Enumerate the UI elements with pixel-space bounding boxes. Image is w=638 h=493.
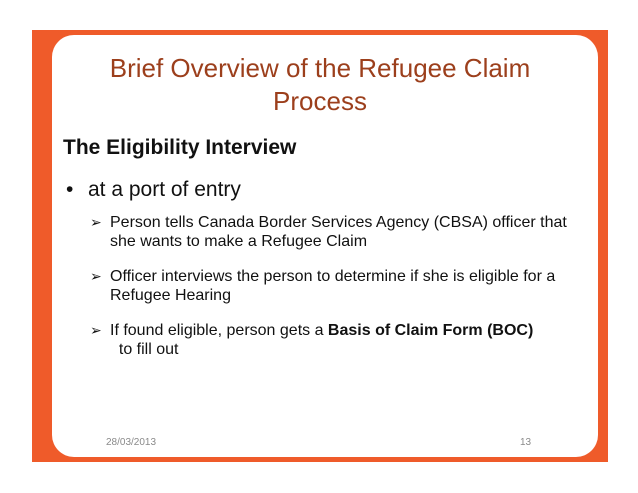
slide-title [60,52,580,118]
sub-bullet-3-text [110,321,590,359]
sub-bullet-2 [90,267,590,305]
bullet-dot-icon: • [66,178,74,201]
slide-title-line-1: Brief Overview of the Refugee Claim [109,53,531,83]
main-bullet-text: at a port of entry [88,178,241,201]
footer-date: 28/03/2013 [106,437,157,448]
main-bullet [66,178,241,202]
arrow-bullet-icon: ➢ [90,214,102,230]
sub-bullet-3 [90,321,590,359]
sub-bullet-1 [90,213,590,251]
footer-page-number: 13 [520,437,532,448]
sub-bullet-3-text-before: If found eligible, person gets a [110,322,328,339]
sub-bullet-3-text-bold: Basis of Claim Form (BOC) [327,322,534,339]
arrow-bullet-icon: ➢ [90,322,102,338]
section-heading: The Eligibility Interview [63,136,297,159]
sub-bullet-1-text: Person tells Canada Border Services Agency (CBSA) officer that she wants to make a Refugee Claim [110,214,567,250]
slide-title-line-2: Process [273,86,367,116]
sub-bullet-2-text: Officer interviews the person to determine if she is eligible for a Refugee Hearing [110,268,556,304]
arrow-bullet-icon: ➢ [90,268,102,284]
sub-bullet-3-text-after: to fill out [110,341,179,358]
